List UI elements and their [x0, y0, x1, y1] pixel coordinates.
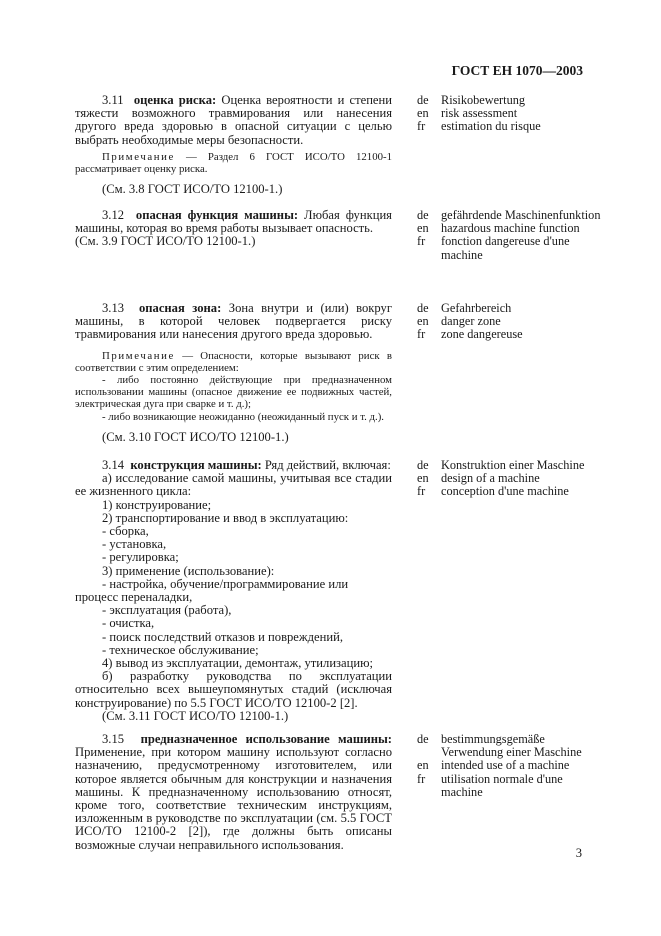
- note-label: Примечание: [102, 150, 175, 163]
- lang-code: fr: [417, 327, 426, 342]
- translation-text: risk assessment: [441, 106, 518, 121]
- term-definition: Оценка вероятности и степени тяжести возможного травмирования или нанесения другого вреда здоровью в опасной ситуации с целью выбрать необходимые меры безопасности.: [75, 93, 393, 147]
- term-title: опасная зона:: [138, 301, 222, 315]
- translation-text: intended use of a machine: [441, 758, 570, 773]
- note-paragraph: [75, 151, 392, 175]
- section-3-12: [75, 209, 392, 249]
- translations-3-15: [417, 733, 607, 799]
- term-number: 3.12: [102, 208, 125, 222]
- term-number: 3.13: [102, 301, 125, 315]
- definition-paragraph: [75, 94, 392, 147]
- note-label: Примечание: [102, 349, 175, 362]
- note-paragraph: [75, 350, 392, 374]
- translations-3-14: [417, 459, 607, 499]
- translations-3-11: [417, 94, 607, 134]
- term-title: конструкция машины:: [130, 458, 262, 472]
- list-item: - установка,: [102, 537, 167, 552]
- term-definition: Ряд действий, включая:: [264, 458, 391, 472]
- lang-code: fr: [417, 119, 426, 134]
- translations-3-12: [417, 209, 607, 262]
- term-definition: Зона внутри и (или) вокруг машины, в которой человек подвергается риску травмирования или нанесения другого вреда здоровью.: [75, 301, 392, 342]
- definition-paragraph: [75, 209, 392, 235]
- translation-row: [417, 120, 607, 133]
- list-item: - поиск последствий отказов и повреждений,: [102, 629, 343, 644]
- lang-code: de: [417, 208, 429, 222]
- list-item: - эксплуатация (работа),: [102, 603, 232, 618]
- term-title: опасная функция машины:: [135, 208, 299, 222]
- translation-text: fonction dangereuse d'une machine: [441, 234, 570, 262]
- term-number: 3.15: [102, 732, 125, 746]
- reference-line: (См. 3.8 ГОСТ ИСО/ТО 12100-1.): [102, 182, 283, 197]
- list-item: - очистка,: [102, 616, 155, 631]
- lang-code: de: [417, 301, 429, 315]
- translation-row: [417, 235, 607, 261]
- term-title: предназначенное использование машины:: [140, 732, 392, 746]
- term-title: оценка риска:: [133, 93, 217, 107]
- note-item: - либо возникающие неожиданно (неожиданный пуск и т. д.).: [102, 410, 384, 423]
- note-item: - либо постоянно действующие при предназначенном использовании машины (опасное движение ее подвижных частей, электрическая дуга при сварке и т. д.);: [75, 374, 392, 411]
- reference-line: (См. 3.11 ГОСТ ИСО/ТО 12100-1.): [102, 708, 289, 723]
- translation-text: hazardous machine function: [441, 221, 580, 236]
- definition-paragraph: [75, 733, 392, 852]
- lang-code: fr: [417, 234, 426, 249]
- translation-text: Konstruktion einer Maschine: [441, 458, 585, 472]
- lang-code: de: [417, 93, 429, 107]
- translation-text: danger zone: [441, 314, 501, 329]
- section-3-14: [75, 459, 392, 723]
- list-item: - регулировка;: [102, 550, 179, 565]
- lang-code: de: [417, 458, 429, 472]
- translation-row: [417, 759, 607, 772]
- lang-code: fr: [417, 484, 426, 499]
- term-definition: Любая функция машины, которая во время работы вызывает опасность.: [75, 208, 392, 236]
- reference-line: (См. 3.9 ГОСТ ИСО/ТО 12100-1.): [75, 234, 256, 249]
- list-item: - техническое обслуживание;: [102, 642, 259, 657]
- lang-code: en: [417, 314, 429, 329]
- list-item: - сборка,: [102, 524, 149, 539]
- reference-line: (См. 3.10 ГОСТ ИСО/ТО 12100-1.): [102, 429, 289, 444]
- document-header: ГОСТ ЕН 1070—2003: [451, 63, 583, 78]
- lang-code: en: [417, 106, 429, 121]
- lang-code: en: [417, 221, 429, 236]
- definition-paragraph: [75, 302, 392, 342]
- lang-code: en: [417, 758, 429, 773]
- translation-text: Gefahrbereich: [441, 301, 512, 315]
- translation-row: [417, 733, 607, 759]
- note-text: — Раздел 6 ГОСТ ИСО/ТО 12100-1 рассматривает оценку риска.: [75, 150, 392, 176]
- translations-3-13: [417, 302, 607, 342]
- section-3-15: [75, 733, 392, 852]
- translation-text: gefährdende Maschinenfunktion: [441, 208, 601, 222]
- lang-code: fr: [417, 771, 426, 786]
- translation-text: utilisation normale d'une machine: [441, 771, 563, 799]
- translation-text: estimation du risque: [441, 119, 541, 134]
- list-item: 4) вывод из эксплуатации, демонтаж, утилизацию;: [102, 656, 374, 671]
- translation-row: [417, 328, 607, 341]
- term-number: 3.14: [102, 458, 125, 472]
- section-3-11: [75, 94, 392, 196]
- translation-text: design of a machine: [441, 471, 540, 486]
- page-number: 3: [575, 846, 582, 860]
- lang-code: de: [417, 732, 429, 746]
- list-item: 3) применение (использование):: [102, 563, 275, 578]
- translation-row: [417, 485, 607, 498]
- term-number: 3.11: [102, 93, 124, 107]
- translation-text: Risikobewertung: [441, 93, 526, 107]
- translation-row: [417, 773, 607, 799]
- list-item-a: а) исследование самой машины, учитывая все стадии ее жизненного цикла:: [75, 471, 392, 499]
- translation-text: zone dangereuse: [441, 327, 523, 342]
- term-definition: Применение, при котором машину используют согласно назначению, предусмотренному изготовителем, или которое является обычным для конструкции и назначения машины. К предназначенному использованию относят, кроме того, соответствие техническим инструкциям, изложенным в руководстве по эксплуатации (см. 5.5 ГОСТ ИСО/ТО 12100-2 [2]), где должны быть описаны возможные случаи неправильного использования.: [75, 745, 392, 852]
- list-item-b: б) разработку руководства по эксплуатации относительно всех вышеупомянутых стадий (исключая конструирование) по 5.5 ГОСТ ИСО/ТО 12100-2 [2].: [75, 669, 392, 710]
- list-item: 2) транспортирование и ввод в эксплуатацию:: [102, 510, 349, 525]
- list-item: - настройка, обучение/программирование или процесс переналадки,: [75, 576, 349, 605]
- note-text: — Опасности, которые вызывают риск в соответствии с этим определением:: [75, 349, 392, 374]
- list-item: 1) конструирование;: [102, 497, 212, 512]
- section-3-13: [75, 302, 392, 444]
- translation-text: bestimmungsgemäße Verwendung einer Maschine: [441, 732, 582, 760]
- translation-text: conception d'une machine: [441, 484, 569, 499]
- lang-code: en: [417, 471, 429, 486]
